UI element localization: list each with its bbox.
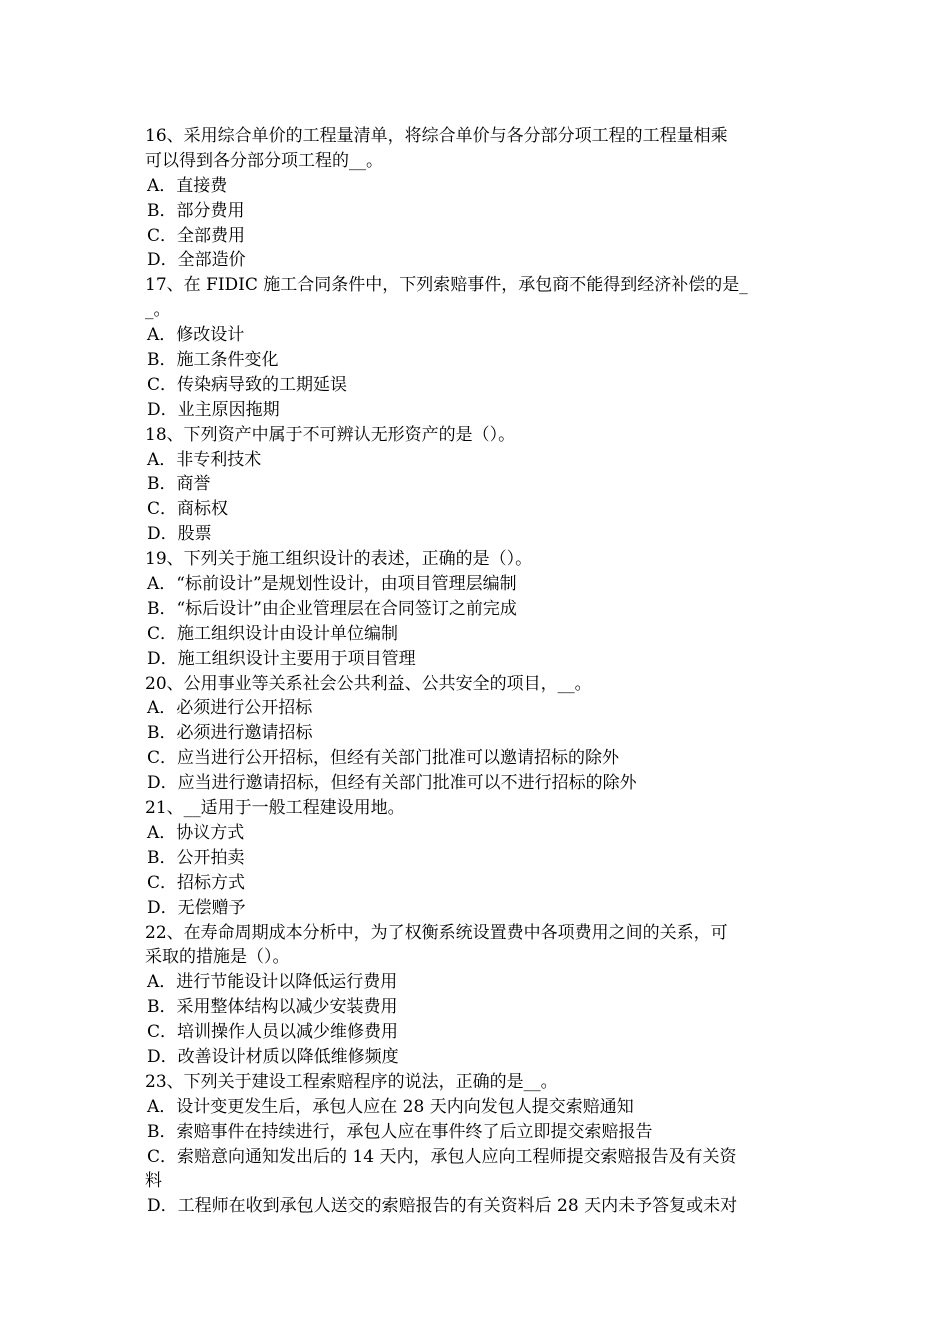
question-18-option-c: C．商标权: [147, 499, 229, 520]
question-20-option-d: D．应当进行邀请招标，但经有关部门批准可以不进行招标的除外: [147, 773, 637, 794]
question-22-option-c: C．培训操作人员以减少维修费用: [147, 1022, 399, 1043]
question-22-stem-cont: 采取的措施是（）。: [145, 947, 290, 968]
question-22-stem: 22、在寿命周期成本分析中，为了权衡系统设置费中各项费用之间的关系，可: [145, 922, 728, 943]
question-18-stem: 18、下列资产中属于不可辨认无形资产的是（）。: [145, 424, 516, 445]
question-19-option-d: D．施工组织设计主要用于项目管理: [147, 648, 416, 669]
question-19-option-c: C．施工组织设计由设计单位编制: [147, 623, 399, 644]
question-17-stem: 17、在 FIDIC 施工合同条件中，下列索赔事件，承包商不能得到经济补偿的是_: [145, 275, 748, 296]
question-22-option-a: A．进行节能设计以降低运行费用: [147, 972, 398, 993]
question-20-stem: 20、公用事业等关系社会公共利益、公共安全的项目，__。: [145, 673, 592, 694]
question-16-option-a: A．直接费: [147, 175, 228, 196]
question-18-option-a: A．非专利技术: [147, 449, 262, 470]
question-17-stem-cont: _。: [145, 300, 171, 321]
question-18-option-d: D．股票: [147, 524, 212, 545]
question-23-option-c-cont: 料: [145, 1171, 162, 1192]
question-19-option-a: A．“标前设计”是规划性设计，由项目管理层编制: [147, 574, 517, 595]
question-17-option-d: D．业主原因拖期: [147, 399, 280, 420]
question-17-option-c: C．传染病导致的工期延误: [147, 374, 348, 395]
question-16-stem: 16、采用综合单价的工程量清单，将综合单价与各分部分项工程的工程量相乘: [145, 126, 728, 146]
question-17-option-a: A．修改设计: [147, 325, 245, 346]
question-23-option-d: D．工程师在收到承包人送交的索赔报告的有关资料后 28 天内未予答复或未对: [147, 1196, 738, 1217]
question-16-option-d: D．全部造价: [147, 250, 246, 271]
question-19-stem: 19、下列关于施工组织设计的表述，正确的是（）。: [145, 549, 533, 570]
question-18-option-b: B．商誉: [147, 474, 211, 495]
question-22-option-d: D．改善设计材质以降低维修频度: [147, 1046, 399, 1067]
document-page: [145, 124, 815, 1219]
question-21-option-c: C．招标方式: [147, 872, 246, 893]
question-21-option-b: B．公开拍卖: [147, 847, 245, 868]
question-20-option-b: B．必须进行邀请招标: [147, 723, 313, 744]
question-20-option-c: C．应当进行公开招标，但经有关部门批准可以邀请招标的除外: [147, 748, 620, 769]
question-16-option-c: C．全部费用: [147, 225, 246, 246]
question-20-option-a: A．必须进行公开招标: [147, 698, 313, 719]
question-21-stem: 21、__适用于一般工程建设用地。: [145, 798, 405, 819]
question-23-option-a: A．设计变更发生后，承包人应在 28 天内向发包人提交索赔通知: [147, 1096, 634, 1117]
question-16-option-b: B．部分费用: [147, 200, 245, 221]
question-21-option-a: A．协议方式: [147, 822, 245, 843]
question-23-stem: 23、下列关于建设工程索赔程序的说法，正确的是__。: [145, 1071, 558, 1092]
question-16-stem-cont: 可以得到各分部分项工程的__。: [145, 150, 383, 171]
question-22-option-b: B．采用整体结构以减少安装费用: [147, 997, 398, 1018]
question-21-option-d: D．无偿赠予: [147, 897, 246, 918]
question-23-option-c: C．索赔意向通知发出后的 14 天内，承包人应向工程师提交索赔报告及有关资: [147, 1146, 737, 1167]
question-17-option-b: B．施工条件变化: [147, 350, 279, 371]
question-19-option-b: B．“标后设计”由企业管理层在合同签订之前完成: [147, 598, 517, 619]
question-23-option-b: B．索赔事件在持续进行，承包人应在事件终了后立即提交索赔报告: [147, 1121, 653, 1142]
